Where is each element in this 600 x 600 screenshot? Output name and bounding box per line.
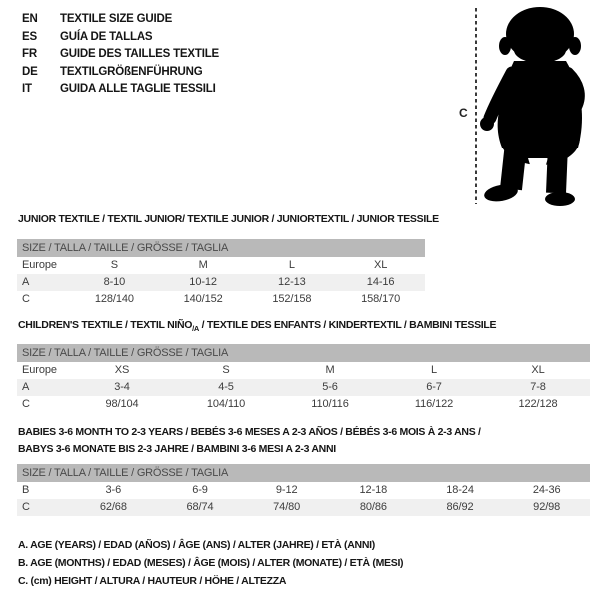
language-title: TEXTILGRÖßENFÜHRUNG [60, 65, 203, 78]
size-cell: 116/122 [414, 398, 454, 410]
table-row [17, 396, 590, 413]
table-row [17, 362, 590, 379]
size-cell: 62/68 [99, 501, 127, 513]
baby-figure [470, 3, 595, 210]
row-label: C [22, 293, 30, 305]
size-cell: 7-8 [530, 381, 546, 393]
language-code: ES [22, 30, 37, 43]
babies-title-line1: BABIES 3-6 MONTH TO 2-3 YEARS / BEBÉS 3-6 MESES A 2-3 AÑOS / BÉBÉS 3-6 MOIS À 2-3 ANS / [18, 426, 481, 438]
baby-silhouette-icon [480, 7, 582, 206]
size-cell: 5-6 [322, 381, 338, 393]
size-cell: 6-9 [192, 484, 208, 496]
junior-size-table [17, 239, 425, 308]
childrens-title-pre: CHILDREN'S TEXTILE / TEXTIL NIÑO [18, 319, 193, 331]
language-title: GUIDE DES TAILLES TEXTILE [60, 48, 219, 60]
size-cell: 3-4 [114, 381, 130, 393]
babies-table-title [18, 424, 498, 457]
size-cell: 74/80 [273, 501, 301, 513]
size-header-bar: SIZE / TALLA / TAILLE / GRÖSSE / TAGLIA [17, 464, 590, 482]
size-cell: 3-6 [105, 484, 122, 496]
childrens-title-sub: /A [192, 324, 200, 334]
size-cell: 12-13 [278, 276, 306, 288]
size-cell: 86/92 [446, 501, 474, 513]
language-title: TEXTILE SIZE GUIDE [60, 13, 173, 25]
table-row [17, 379, 590, 396]
height-label: C [459, 106, 468, 120]
size-cell: L [430, 364, 438, 376]
table-row [17, 499, 590, 516]
size-cell: 140/152 [183, 293, 223, 305]
language-code: IT [22, 83, 32, 95]
footnote-c: C. (cm) HEIGHT / ALTURA / HAUTEUR / HÖHE / ALTEZZA [18, 575, 287, 587]
language-title: GUIDA ALLE TAGLIE TESSILI [60, 83, 216, 95]
size-cell: 158/170 [361, 293, 401, 305]
language-row [22, 11, 219, 29]
footnote-b: B. AGE (MONTHS) / EDAD (MESES) / ÂGE (MOIS) / ALTER (MONATE) / ETÀ (MESI) [18, 557, 404, 569]
childrens-table-title [18, 319, 496, 333]
size-cell: 68/74 [186, 501, 214, 513]
size-cell: 104/110 [206, 398, 246, 410]
babies-title-line2: BABYS 3-6 MONATE BIS 2-3 JAHRE / BAMBINI 3-6 MESI A 2-3 ANNI [18, 442, 336, 455]
size-cell: S [222, 364, 230, 376]
table-row [17, 257, 425, 274]
table-row [17, 482, 590, 499]
size-cell: 18-24 [446, 484, 474, 496]
language-code: FR [22, 48, 37, 60]
size-cell: M [325, 364, 335, 376]
size-cell: 9-12 [275, 484, 298, 496]
size-cell: XS [114, 364, 130, 376]
size-cell: 6-7 [426, 381, 442, 393]
row-label: B [22, 484, 30, 496]
language-list [22, 11, 219, 99]
size-cell: 24-36 [532, 484, 561, 496]
size-cell: M [198, 259, 208, 271]
size-cell: 128/140 [94, 293, 134, 305]
size-cell: 12-18 [359, 484, 388, 496]
size-header-bar: SIZE / TALLA / TAILLE / GRÖSSE / TAGLIA [17, 344, 590, 362]
size-cell: 92/98 [533, 501, 561, 513]
row-label: A [22, 276, 30, 288]
size-cell: 10-12 [189, 276, 217, 288]
size-header-bar: SIZE / TALLA / TAILLE / GRÖSSE / TAGLIA [17, 239, 425, 257]
language-row [22, 64, 219, 82]
size-cell: 8-10 [103, 276, 126, 288]
size-cell: 98/104 [105, 398, 139, 410]
language-row [22, 29, 219, 47]
table-row [17, 291, 425, 308]
size-cell: L [288, 259, 295, 271]
size-cell: 122/128 [518, 398, 558, 410]
childrens-size-table [17, 344, 590, 413]
row-label: Europe [22, 259, 57, 271]
row-label: Europe [22, 364, 57, 376]
table-row [17, 274, 425, 291]
row-label: A [22, 381, 30, 393]
size-cell: 80/86 [359, 501, 387, 513]
size-cell: 152/158 [272, 293, 312, 305]
footnote-a: A. AGE (YEARS) / EDAD (AÑOS) / ÂGE (ANS) / ALTER (JAHRE) / ETÀ (ANNI) [18, 539, 375, 551]
childrens-title-post: / TEXTILE DES ENFANTS / KINDERTEXTIL / BAMBINI TESSILE [199, 319, 497, 331]
size-cell: 14-16 [366, 276, 395, 288]
babies-size-table [17, 464, 590, 516]
size-cell: XL [373, 259, 388, 271]
footnotes [18, 536, 403, 590]
language-row [22, 46, 219, 64]
size-cell: XL [531, 364, 545, 376]
size-cell: 110/116 [311, 398, 349, 410]
row-label: C [22, 501, 30, 513]
language-title: GUÍA DE TALLAS [60, 30, 153, 43]
size-cell: S [110, 259, 118, 271]
size-cell: 4-5 [218, 381, 234, 393]
row-label: C [22, 398, 30, 410]
language-code: EN [22, 13, 38, 25]
language-row [22, 81, 219, 99]
junior-table-title: JUNIOR TEXTILE / TEXTIL JUNIOR/ TEXTILE JUNIOR / JUNIORTEXTIL / JUNIOR TESSILE [18, 213, 439, 225]
language-code: DE [22, 65, 38, 78]
